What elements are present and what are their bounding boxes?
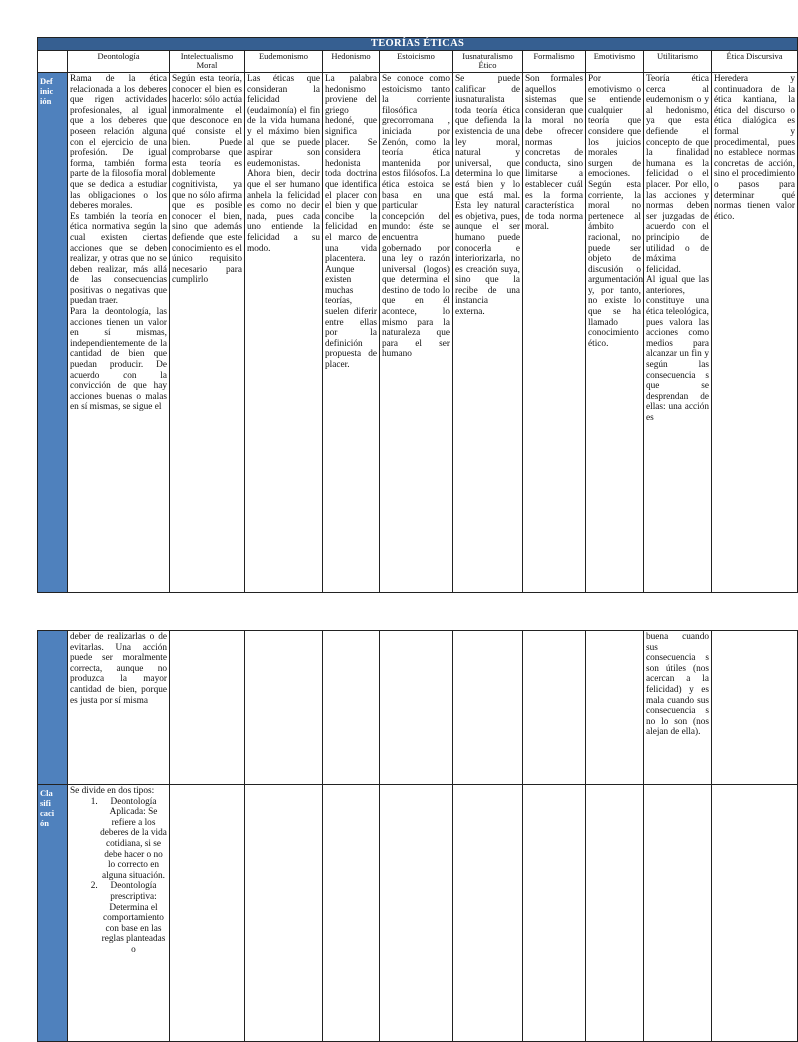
col-header-etica-discursiva: Ética Discursiva [712, 51, 798, 73]
empty-cell [644, 785, 712, 1042]
col-header-estoicismo: Estoicismo [380, 51, 453, 73]
clasificacion-list [70, 797, 167, 956]
cell-deontologia-definicion [68, 73, 170, 593]
empty-cell [523, 785, 586, 1042]
table-title: TEORÍAS ÉTICAS [38, 38, 798, 51]
row-label-definicion: Def inic ión [38, 73, 68, 593]
col-header-formalismo: Formalismo [523, 51, 586, 73]
empty-cell [586, 785, 644, 1042]
cell-estoicismo-definicion: Se conoce como estoicismo tanto la corriente filosófica grecorromana , iniciada por Zenón, como la teoría ética mantenida por estos filósofos. La ética estoica se basa en una particular concepción del mundo: éste se encuentra gobernado por una ley o razón universal (logos) que determina el destino de todo lo que en él acontece, lo mismo para la naturaleza que para el ser humano [380, 73, 453, 593]
empty-cell [453, 785, 523, 1042]
empty-cell [323, 631, 380, 785]
cell-utilitarismo-definicion [644, 73, 712, 593]
row-label-empty [38, 631, 68, 785]
empty-cell [380, 631, 453, 785]
paragraph: Para la deontología, las acciones tienen un valor en sí mismas, independientemente de la cantidad de bien que puedan producir. De acuerdo con la convicción de que hay acciones buenas o malas en sí mismas, se sigue el [70, 307, 167, 413]
col-header-emotivismo: Emotivismo [586, 51, 644, 73]
list-item: 2. Deontología prescriptiva: Determina el comportamiento con base en las reglas planteadas o [100, 881, 167, 955]
empty-cell [586, 631, 644, 785]
cell-hedonismo-definicion: La palabra hedonismo proviene del griego hedoné, que significa placer. Se considera hedonista toda doctrina que identifica el placer con el bien y que concibe la felicidad en el marco de una vida placentera. Aunque existen muchas teorías, suelen diferir entre ellas por la definición propuesta de placer. [323, 73, 380, 593]
empty-cell [323, 785, 380, 1042]
col-header-intelectualismo: Intelectualismo Moral [170, 51, 245, 73]
row-label-clasificacion: Cla sifi caci ón [38, 785, 68, 1042]
paragraph: Al igual que las anteriores, constituye una ética teleológica, pues valora las acciones como medios para alcanzar un fin y según las consecuencia s que se desprendan de ellas: una acción es [646, 275, 709, 423]
ethics-table-bottom [37, 630, 798, 1042]
clasificacion-intro: Se divide en dos tipos: [70, 786, 155, 796]
cell-formalismo-definicion: Son formales aquellos sistemas que consideran que la moral no debe ofrecer normas concretas de conducta, sino limitarse a establecer cuál es la forma característica de toda norma moral. [523, 73, 586, 593]
empty-cell [170, 785, 245, 1042]
empty-cell [523, 631, 586, 785]
empty-cell [453, 631, 523, 785]
paragraph: Rama de la ética relacionada a los deberes que rigen actividades profesionales, al igual que a los deberes que poseen relación alguna con el ejercicio de una profesión. De igual forma, también forma parte de la filosofía moral que se dedica a estudiar las obligaciones o los deberes morales. [70, 74, 167, 212]
paragraph: Es también la teoría en ética normativa según la cual existen ciertas acciones que se deben realizar, y otras que no se deben realizar, más allá de las consecuencias positivas o negativas que puedan traer. [70, 211, 167, 307]
empty-cell [380, 785, 453, 1042]
col-header-utilitarismo: Utilitarismo [644, 51, 712, 73]
cell-utilitarismo-continuacion: buena cuando sus consecuencia s son útiles (nos acercan a la felicidad) y es mala cuando sus consecuencia s no lo son (nos alejan de ella). [644, 631, 712, 785]
cell-eudemonismo-definicion: Las éticas que consideran la felicidad (eudaimonía) el fin de la vida humana y el máximo bien al que se puede aspirar son eudemonistas. Ahora bien, decir que el ser humano anhela la felicidad es como no decir nada, pues cada uno entiende la felicidad a su modo. [245, 73, 323, 593]
empty-cell [170, 631, 245, 785]
cell-deontologia-clasificacion [68, 785, 170, 1042]
col-header-eudemonismo: Eudemonismo [245, 51, 323, 73]
empty-cell [712, 785, 798, 1042]
empty-cell [245, 785, 323, 1042]
cell-discursiva-definicion: Heredera y continuadora de la ética kantiana, la ética del discurso o ética dialógica es formal y procedimental, pues no establece normas concretas de acción, sino el procedimiento o pasos para determinar qué normas tienen valor ético. [712, 73, 798, 593]
paragraph: Teoría ética cerca al eudemonism o y al hedonismo, ya que esta defiende el concepto de que la finalidad humana es la felicidad o el placer. Por ello, las acciones y normas deben ser juzgadas de acuerdo con el principio de utilidad o de máxima felicidad. [646, 74, 709, 275]
cell-emotivismo-definicion: Por emotivismo o se entiende cualquier teoría que considere que los juicios morales surgen de emociones. Según esta corriente, la moral no pertenece al ámbito racional, no puede ser objeto de discusión o argumentación y, por tanto, no existe lo que se ha llamado conocimiento ético. [586, 73, 644, 593]
corner-cell [38, 51, 68, 73]
empty-cell [245, 631, 323, 785]
ethics-table-top [37, 37, 798, 593]
cell-iusnaturalismo-definicion: Se puede calificar de iusnaturalista toda teoría ética que defienda la existencia de una ley moral, natural y universal, que determina lo que está bien y lo que está mal. Esta ley natural es objetiva, pues, aunque el ser humano puede conocerla e interiorizarla, no es creación suya, sino que la recibe de una instancia externa. [453, 73, 523, 593]
col-header-iusnaturalismo: Iusnaturalismo Ético [453, 51, 523, 73]
col-header-deontologia: Deontología [68, 51, 170, 73]
col-header-hedonismo: Hedonismo [323, 51, 380, 73]
cell-intelectualismo-definicion: Según esta teoría, conocer el bien es hacerlo: sólo actúa inmoralmente el que desconoce en qué consiste el bien. Puede comprobarse que esta teoría es doblemente cognitivista, ya que no sólo afirma que es posible conocer el bien, sino que además defiende que este conocimiento es el único requisito necesario para cumplirlo [170, 73, 245, 593]
empty-cell [712, 631, 798, 785]
list-item: 1. Deontología Aplicada: Se refiere a los deberes de la vida cotidiana, si se debe hacer o no lo correcto en alguna situación. [100, 797, 167, 882]
cell-deontologia-continuacion: deber de realizarlas o de evitarlas. Una acción puede ser moralmente correcta, aunque no produzca la mayor cantidad de bien, porque es justa por sí misma [68, 631, 170, 785]
